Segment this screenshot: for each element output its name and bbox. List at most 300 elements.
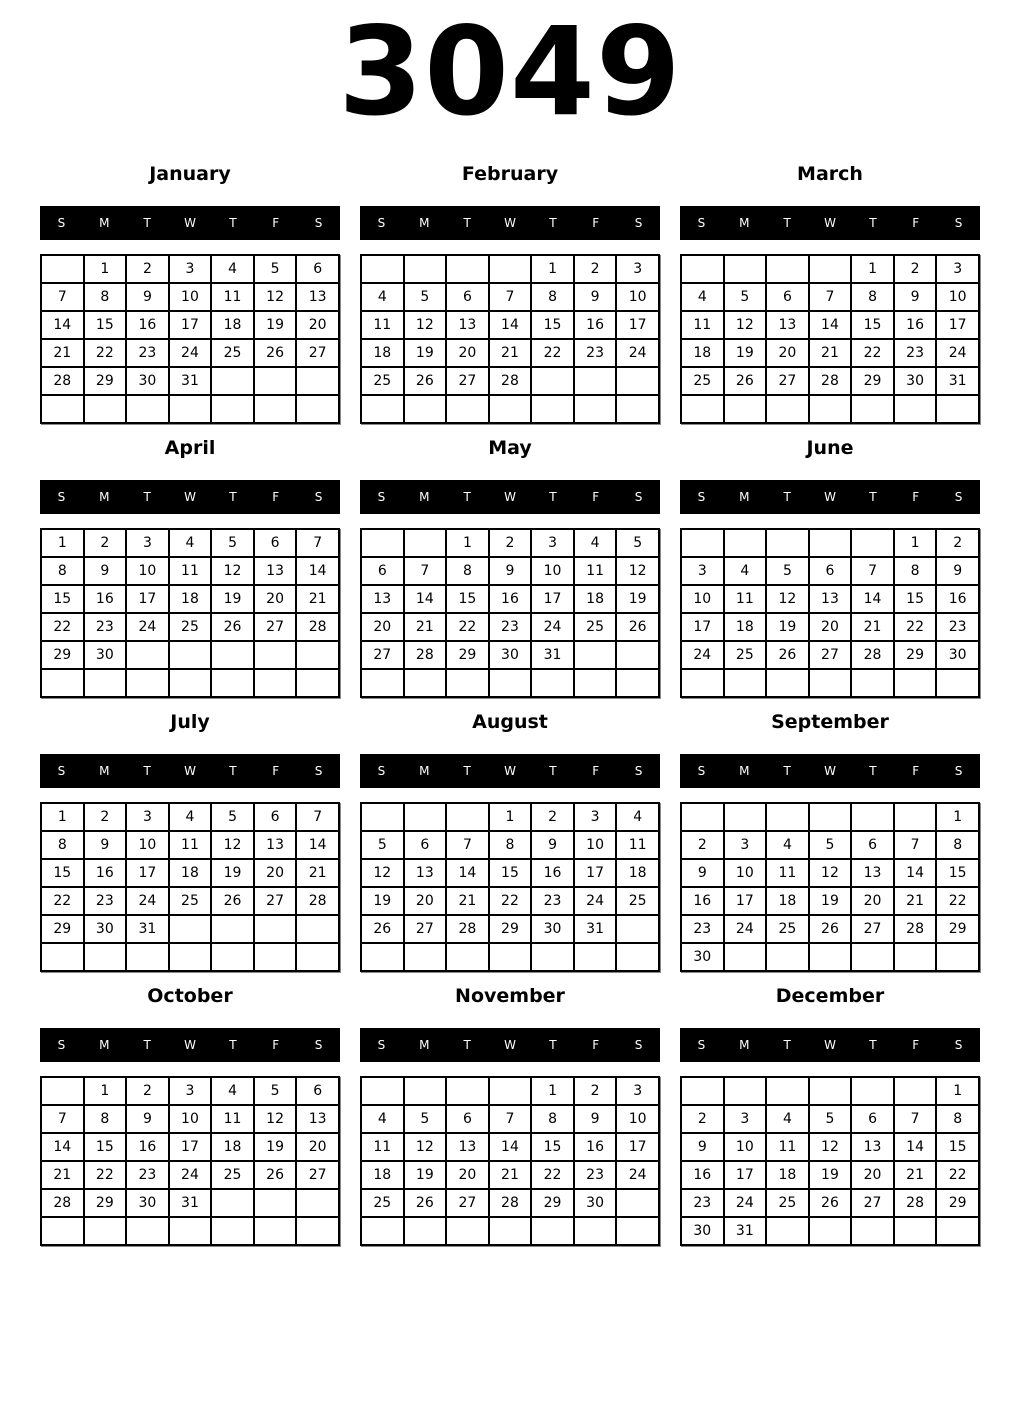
weekday-label: M [99, 215, 110, 230]
day-cell: 19 [809, 887, 852, 915]
day-cell: 19 [404, 339, 447, 367]
month-name: September [771, 710, 889, 733]
day-cell: 16 [126, 311, 169, 339]
weekday-header-bar [680, 206, 980, 240]
empty-day-cell [361, 943, 404, 971]
weekday-label: F [912, 763, 920, 778]
weekday-label: M [419, 215, 430, 230]
day-cell: 28 [489, 1189, 532, 1217]
day-cell: 5 [211, 803, 254, 831]
empty-day-cell [809, 1077, 852, 1105]
empty-day-cell [489, 255, 532, 283]
day-cell: 15 [851, 311, 894, 339]
empty-day-cell [404, 803, 447, 831]
day-cell: 10 [169, 283, 212, 311]
day-cell: 2 [681, 1105, 724, 1133]
empty-day-cell [894, 1217, 937, 1245]
empty-day-cell [126, 641, 169, 669]
day-cell: 29 [41, 915, 84, 943]
day-cell: 14 [894, 859, 937, 887]
empty-day-cell [296, 1189, 339, 1217]
day-cell: 21 [851, 613, 894, 641]
day-cell: 30 [84, 915, 127, 943]
day-cell: 25 [681, 367, 724, 395]
empty-day-cell [446, 395, 489, 423]
week-row [681, 585, 979, 613]
week-row [361, 283, 659, 311]
empty-day-cell [936, 395, 979, 423]
empty-day-cell [724, 669, 767, 697]
day-cell: 26 [211, 613, 254, 641]
day-cell: 7 [296, 529, 339, 557]
empty-day-cell [809, 529, 852, 557]
week-row [681, 1077, 979, 1105]
week-row [681, 831, 979, 859]
week-row [361, 1189, 659, 1217]
day-cell: 19 [254, 1133, 297, 1161]
day-cell: 6 [254, 803, 297, 831]
empty-day-cell [296, 1217, 339, 1245]
weekday-label: W [824, 763, 836, 778]
day-cell: 28 [894, 915, 937, 943]
day-cell: 22 [41, 613, 84, 641]
day-cell: 7 [296, 803, 339, 831]
weekday-label: T [869, 763, 877, 778]
day-cell: 19 [254, 311, 297, 339]
weekday-label: W [504, 763, 516, 778]
month-days-table [360, 802, 660, 972]
month-august [360, 711, 660, 972]
day-cell: 1 [41, 803, 84, 831]
empty-day-cell [616, 1217, 659, 1245]
empty-day-cell [211, 641, 254, 669]
day-cell: 25 [211, 1161, 254, 1189]
day-cell: 23 [84, 887, 127, 915]
day-cell: 2 [894, 255, 937, 283]
week-row [681, 1217, 979, 1245]
day-cell: 19 [809, 1161, 852, 1189]
day-cell: 7 [489, 1105, 532, 1133]
day-cell: 5 [404, 1105, 447, 1133]
empty-day-cell [126, 1217, 169, 1245]
day-cell: 9 [574, 283, 617, 311]
empty-day-cell [616, 915, 659, 943]
weekday-label: T [463, 489, 471, 504]
day-cell: 14 [489, 311, 532, 339]
empty-day-cell [126, 943, 169, 971]
day-cell: 13 [361, 585, 404, 613]
day-cell: 10 [616, 283, 659, 311]
day-cell: 22 [894, 613, 937, 641]
day-cell: 22 [84, 339, 127, 367]
day-cell: 3 [681, 557, 724, 585]
day-cell: 27 [254, 887, 297, 915]
day-cell: 18 [766, 1161, 809, 1189]
week-row [681, 1105, 979, 1133]
day-cell: 22 [851, 339, 894, 367]
day-cell: 3 [936, 255, 979, 283]
day-cell: 6 [446, 1105, 489, 1133]
empty-day-cell [84, 395, 127, 423]
weekday-label: W [504, 215, 516, 230]
day-cell: 29 [489, 915, 532, 943]
empty-day-cell [766, 943, 809, 971]
day-cell: 2 [84, 529, 127, 557]
month-february [360, 163, 660, 424]
day-cell: 19 [404, 1161, 447, 1189]
weekday-label: S [314, 215, 323, 230]
day-cell: 2 [936, 529, 979, 557]
weekday-label: W [184, 489, 196, 504]
day-cell: 14 [296, 557, 339, 585]
day-cell: 7 [809, 283, 852, 311]
empty-day-cell [41, 255, 84, 283]
weekday-label: S [697, 1037, 706, 1052]
week-row [41, 529, 339, 557]
day-cell: 27 [809, 641, 852, 669]
day-cell: 10 [681, 585, 724, 613]
day-cell: 25 [766, 915, 809, 943]
week-row [681, 557, 979, 585]
day-cell: 3 [574, 803, 617, 831]
day-cell: 29 [936, 915, 979, 943]
day-cell: 11 [616, 831, 659, 859]
empty-day-cell [489, 395, 532, 423]
week-row [681, 887, 979, 915]
day-cell: 30 [126, 367, 169, 395]
empty-day-cell [296, 367, 339, 395]
day-cell: 24 [616, 339, 659, 367]
empty-day-cell [724, 943, 767, 971]
day-cell: 23 [681, 1189, 724, 1217]
weekday-label: T [463, 215, 471, 230]
day-cell: 14 [851, 585, 894, 613]
month-days-table [40, 1076, 340, 1246]
day-cell: 21 [894, 887, 937, 915]
empty-day-cell [84, 1217, 127, 1245]
month-september [680, 711, 980, 972]
empty-day-cell [211, 395, 254, 423]
empty-day-cell [361, 803, 404, 831]
day-cell: 17 [574, 859, 617, 887]
week-row [681, 915, 979, 943]
day-cell: 12 [724, 311, 767, 339]
day-cell: 27 [361, 641, 404, 669]
weekday-header-bar [40, 206, 340, 240]
weekday-label: S [57, 1037, 66, 1052]
day-cell: 16 [681, 1161, 724, 1189]
day-cell: 9 [936, 557, 979, 585]
day-cell: 11 [361, 311, 404, 339]
empty-day-cell [211, 943, 254, 971]
day-cell: 18 [211, 1133, 254, 1161]
week-row [361, 1161, 659, 1189]
weekday-label: T [783, 489, 791, 504]
empty-day-cell [211, 1189, 254, 1217]
day-cell: 12 [809, 859, 852, 887]
day-cell: 6 [404, 831, 447, 859]
week-row [361, 1105, 659, 1133]
day-cell: 8 [851, 283, 894, 311]
month-days-table [680, 1076, 980, 1246]
weekday-label: T [143, 215, 151, 230]
year-title: 3049 [338, 1, 682, 143]
day-cell: 26 [404, 367, 447, 395]
empty-day-cell [894, 669, 937, 697]
empty-day-cell [254, 669, 297, 697]
empty-day-cell [169, 943, 212, 971]
weekday-label: T [463, 763, 471, 778]
day-cell: 27 [766, 367, 809, 395]
month-name: July [170, 710, 210, 733]
day-cell: 25 [766, 1189, 809, 1217]
day-cell: 8 [894, 557, 937, 585]
month-days-body [681, 803, 979, 971]
month-name: June [806, 436, 854, 459]
day-cell: 5 [809, 831, 852, 859]
day-cell: 18 [616, 859, 659, 887]
empty-day-cell [681, 1077, 724, 1105]
day-cell: 7 [851, 557, 894, 585]
empty-day-cell [489, 669, 532, 697]
day-cell: 11 [211, 1105, 254, 1133]
weekday-label: F [912, 1037, 920, 1052]
weekday-label: M [99, 763, 110, 778]
week-row [361, 831, 659, 859]
day-cell: 18 [361, 339, 404, 367]
day-cell: 26 [766, 641, 809, 669]
empty-day-cell [574, 367, 617, 395]
empty-day-cell [254, 367, 297, 395]
day-cell: 13 [404, 859, 447, 887]
empty-day-cell [681, 803, 724, 831]
weekday-label: S [57, 489, 66, 504]
weekday-label: W [184, 215, 196, 230]
empty-day-cell [851, 943, 894, 971]
weekday-label: M [739, 1037, 750, 1052]
week-row [361, 1133, 659, 1161]
week-row [681, 283, 979, 311]
day-cell: 27 [446, 367, 489, 395]
day-cell: 2 [574, 1077, 617, 1105]
day-cell: 5 [766, 557, 809, 585]
day-cell: 17 [616, 311, 659, 339]
day-cell: 8 [531, 283, 574, 311]
empty-day-cell [724, 529, 767, 557]
day-cell: 11 [766, 859, 809, 887]
day-cell: 31 [169, 1189, 212, 1217]
day-cell: 8 [531, 1105, 574, 1133]
day-cell: 15 [531, 311, 574, 339]
weekday-label: M [419, 489, 430, 504]
day-cell: 20 [296, 311, 339, 339]
day-cell: 18 [361, 1161, 404, 1189]
empty-day-cell [936, 943, 979, 971]
day-cell: 2 [126, 1077, 169, 1105]
empty-day-cell [851, 669, 894, 697]
day-cell: 10 [724, 1133, 767, 1161]
day-cell: 2 [126, 255, 169, 283]
day-cell: 26 [361, 915, 404, 943]
day-cell: 29 [894, 641, 937, 669]
empty-day-cell [41, 1217, 84, 1245]
empty-day-cell [574, 395, 617, 423]
month-july [40, 711, 340, 972]
empty-day-cell [616, 367, 659, 395]
day-cell: 12 [766, 585, 809, 613]
week-row [41, 339, 339, 367]
day-cell: 5 [254, 1077, 297, 1105]
day-cell: 26 [616, 613, 659, 641]
day-cell: 25 [361, 367, 404, 395]
week-row [361, 943, 659, 971]
day-cell: 24 [169, 339, 212, 367]
day-cell: 19 [766, 613, 809, 641]
day-cell: 25 [211, 339, 254, 367]
empty-day-cell [446, 943, 489, 971]
weekday-label: T [143, 489, 151, 504]
day-cell: 24 [169, 1161, 212, 1189]
day-cell: 15 [489, 859, 532, 887]
week-row [41, 1217, 339, 1245]
day-cell: 27 [446, 1189, 489, 1217]
empty-day-cell [681, 669, 724, 697]
day-cell: 28 [894, 1189, 937, 1217]
day-cell: 6 [766, 283, 809, 311]
day-cell: 10 [724, 859, 767, 887]
day-cell: 12 [809, 1133, 852, 1161]
day-cell: 22 [446, 613, 489, 641]
empty-day-cell [169, 669, 212, 697]
day-cell: 24 [724, 1189, 767, 1217]
weekday-label: W [184, 763, 196, 778]
day-cell: 6 [446, 283, 489, 311]
month-days-body [361, 529, 659, 697]
week-row [41, 669, 339, 697]
day-cell: 4 [211, 255, 254, 283]
day-cell: 8 [41, 557, 84, 585]
day-cell: 13 [446, 1133, 489, 1161]
day-cell: 29 [41, 641, 84, 669]
day-cell: 8 [936, 831, 979, 859]
week-row [361, 641, 659, 669]
day-cell: 5 [404, 283, 447, 311]
month-january [40, 163, 340, 424]
weekday-label: F [592, 1037, 600, 1052]
empty-day-cell [84, 943, 127, 971]
day-cell: 5 [809, 1105, 852, 1133]
month-days-body [41, 1077, 339, 1245]
day-cell: 18 [169, 859, 212, 887]
month-name: December [775, 984, 885, 1007]
day-cell: 4 [574, 529, 617, 557]
weekday-label: S [377, 489, 386, 504]
day-cell: 2 [489, 529, 532, 557]
weekday-label: T [549, 489, 557, 504]
day-cell: 29 [446, 641, 489, 669]
empty-day-cell [446, 1077, 489, 1105]
weekday-label: S [697, 215, 706, 230]
day-cell: 24 [936, 339, 979, 367]
week-row [41, 915, 339, 943]
weekday-label: W [824, 215, 836, 230]
day-cell: 20 [446, 1161, 489, 1189]
month-days-body [41, 255, 339, 423]
day-cell: 13 [851, 1133, 894, 1161]
day-cell: 24 [126, 613, 169, 641]
day-cell: 6 [296, 255, 339, 283]
day-cell: 6 [851, 1105, 894, 1133]
weekday-label: M [419, 763, 430, 778]
week-row [41, 887, 339, 915]
empty-day-cell [489, 1077, 532, 1105]
day-cell: 2 [531, 803, 574, 831]
day-cell: 7 [404, 557, 447, 585]
week-row [41, 585, 339, 613]
week-row [41, 1189, 339, 1217]
day-cell: 16 [936, 585, 979, 613]
empty-day-cell [809, 803, 852, 831]
day-cell: 28 [851, 641, 894, 669]
empty-day-cell [41, 943, 84, 971]
empty-day-cell [361, 1217, 404, 1245]
empty-day-cell [361, 255, 404, 283]
week-row [681, 339, 979, 367]
day-cell: 10 [169, 1105, 212, 1133]
week-row [41, 831, 339, 859]
month-december [680, 985, 980, 1246]
day-cell: 12 [254, 1105, 297, 1133]
day-cell: 2 [574, 255, 617, 283]
day-cell: 21 [404, 613, 447, 641]
empty-day-cell [766, 803, 809, 831]
day-cell: 30 [936, 641, 979, 669]
day-cell: 3 [126, 529, 169, 557]
month-days-table [360, 254, 660, 424]
empty-day-cell [851, 1217, 894, 1245]
day-cell: 12 [211, 831, 254, 859]
empty-day-cell [404, 395, 447, 423]
day-cell: 15 [894, 585, 937, 613]
day-cell: 31 [126, 915, 169, 943]
day-cell: 1 [936, 1077, 979, 1105]
day-cell: 4 [724, 557, 767, 585]
week-row [681, 395, 979, 423]
month-name: January [149, 162, 231, 185]
day-cell: 21 [446, 887, 489, 915]
day-cell: 16 [531, 859, 574, 887]
day-cell: 16 [489, 585, 532, 613]
day-cell: 2 [84, 803, 127, 831]
day-cell: 25 [361, 1189, 404, 1217]
month-days-body [681, 255, 979, 423]
week-row [361, 887, 659, 915]
month-days-body [41, 803, 339, 971]
weekday-label: W [184, 1037, 196, 1052]
day-cell: 11 [211, 283, 254, 311]
week-row [361, 585, 659, 613]
day-cell: 18 [724, 613, 767, 641]
empty-day-cell [766, 669, 809, 697]
month-name: February [461, 162, 559, 185]
day-cell: 22 [936, 1161, 979, 1189]
month-october [40, 985, 340, 1246]
weekday-label: T [229, 1037, 237, 1052]
day-cell: 14 [894, 1133, 937, 1161]
day-cell: 9 [681, 859, 724, 887]
weekday-label: S [634, 215, 643, 230]
day-cell: 5 [254, 255, 297, 283]
